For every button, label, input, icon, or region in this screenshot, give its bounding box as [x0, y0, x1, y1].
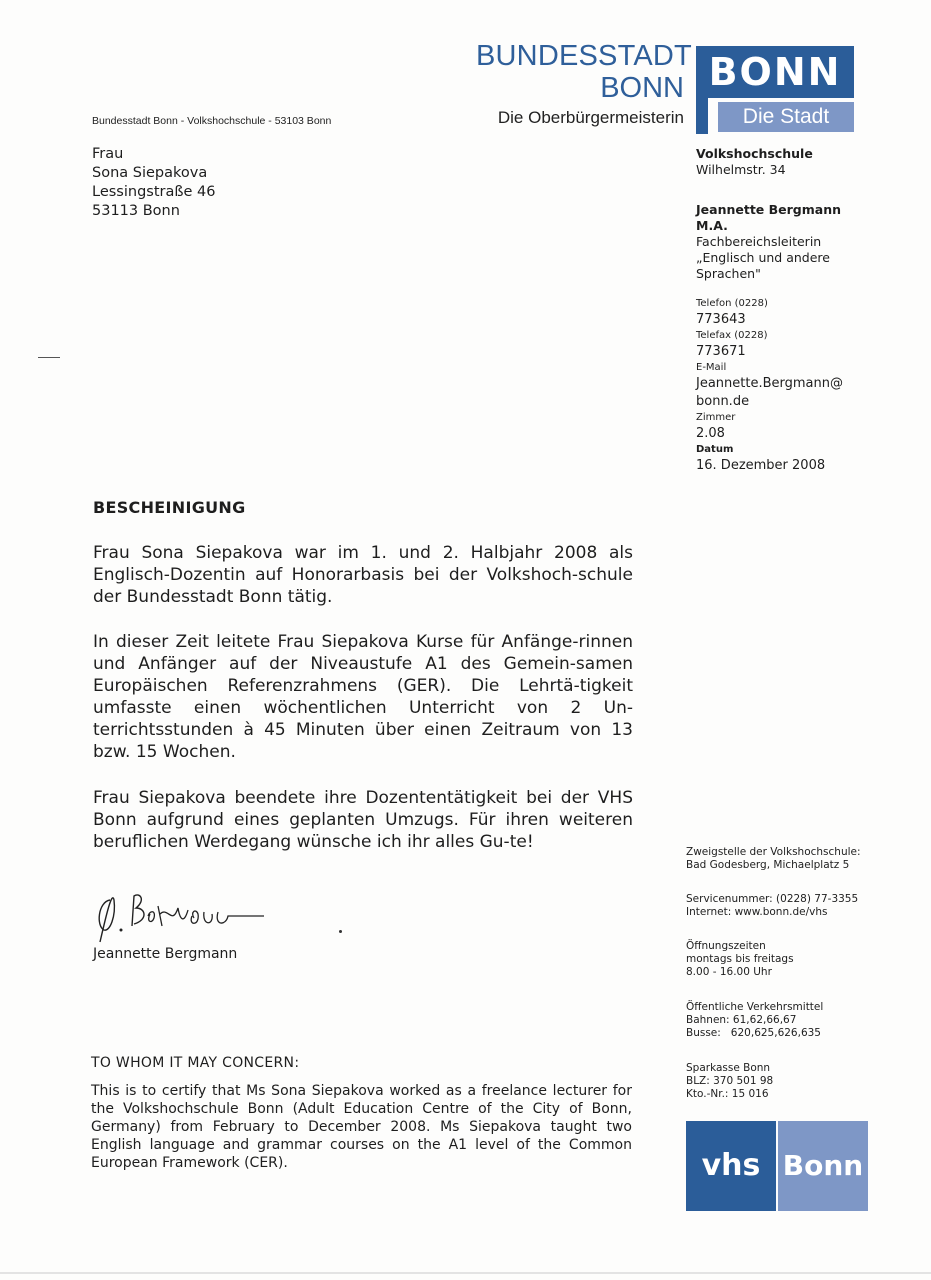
- transit-buses: Busse: 620,625,626,635: [686, 1027, 821, 1039]
- service-number: Servicenummer: (0228) 77-3355: [686, 893, 859, 905]
- vhs-logo-left: vhs: [686, 1121, 776, 1211]
- date-value: 16. Dezember 2008: [696, 458, 826, 473]
- bank-info: [686, 1062, 926, 1101]
- hours-time: 8.00 - 16.00 Uhr: [686, 966, 772, 978]
- transit-trains: Bahnen: 61,62,66,67: [686, 1014, 797, 1026]
- contact-dept-line1: „Englisch und andere: [696, 250, 830, 265]
- vhs-logo-right: Bonn: [778, 1121, 868, 1211]
- hours-days: montags bis freitags: [686, 953, 794, 965]
- phone-value: 773643: [696, 312, 746, 327]
- letterhead-city-line2: BONN: [600, 72, 684, 104]
- fold-mark: [38, 357, 60, 358]
- branch-line1: Zweigstelle der Volkshochschule:: [686, 846, 861, 858]
- bank-name: Sparkasse Bonn: [686, 1062, 771, 1074]
- recipient-address: [92, 145, 215, 221]
- service-info: [686, 893, 926, 919]
- english-text: This is to certify that Ms Sona Siepakova worked as a freelance lecturer for the Volkshochschule Bonn (Adult Education Centre of the City of Bonn, Germany) from February to December 2008. Ms Siepakova taught two English language and grammar courses on the A1 level of the Common European Framework (CER).: [91, 1083, 632, 1171]
- room-value: 2.08: [696, 426, 725, 441]
- opening-hours: [686, 940, 926, 979]
- body-paragraph-3: Frau Siepakova beendete ihre Dozententätigkeit bei der VHS Bonn aufgrund eines geplanten Umzugs. Für ihren weiteren beruflichen Werdegang wünsche ich ihr alles Gu-te!: [93, 788, 633, 852]
- room-label: Zimmer: [696, 412, 736, 423]
- letterhead-city-line1: BUNDESSTADT: [476, 40, 692, 72]
- email-label: E-Mail: [696, 362, 727, 373]
- contact-degree: M.A.: [696, 218, 728, 233]
- contact-dept-line2: Sprachen": [696, 266, 761, 281]
- bank-account: Kto.-Nr.: 15 016: [686, 1088, 769, 1100]
- contact-org-street: Wilhelmstr. 34: [696, 162, 786, 177]
- handwritten-signature: [88, 886, 288, 946]
- bank-blz: BLZ: 370 501 98: [686, 1075, 774, 1087]
- contact-org: Volkshochschule: [696, 146, 813, 161]
- branch-info: [686, 846, 926, 872]
- internet-line: Internet: www.bonn.de/vhs: [686, 906, 828, 918]
- letterhead-subtitle: Die Oberbürgermeisterin: [497, 108, 684, 127]
- contact-person-block: [696, 202, 926, 282]
- sender-return-line: Bundesstadt Bonn - Volkshochschule - 53103 Bonn: [92, 115, 332, 127]
- body-paragraph-1: Frau Sona Siepakova war im 1. und 2. Halbjahr 2008 als Englisch-Dozentin auf Honorarbasis bei der Volkshoch-schule der Bundesstadt Bonn tätig.: [93, 543, 633, 607]
- contact-details-block: [696, 297, 926, 475]
- email-value-line2: bonn.de: [696, 394, 750, 409]
- bonn-logo: [696, 46, 854, 134]
- recipient-name: Sona Siepakova: [92, 165, 208, 181]
- recipient-street: Lessingstraße 46: [92, 184, 216, 200]
- contact-role: Fachbereichsleiterin: [696, 234, 822, 249]
- bonn-logo-stem: [696, 98, 708, 134]
- document-title: BESCHEINIGUNG: [93, 498, 246, 517]
- transit-info: [686, 1001, 926, 1040]
- scan-edge-line: [0, 1272, 931, 1274]
- signature-name: Jeannette Bergmann: [93, 946, 238, 962]
- recipient-salutation: Frau: [92, 146, 124, 162]
- contact-org-block: [696, 146, 926, 178]
- date-label: Datum: [696, 444, 734, 455]
- speck: [339, 930, 342, 933]
- contact-person: Jeannette Bergmann: [696, 202, 841, 217]
- english-heading: TO WHOM IT MAY CONCERN:: [91, 1055, 300, 1071]
- transit-label: Öffentliche Verkehrsmittel: [686, 1001, 824, 1013]
- body-paragraph-2: In dieser Zeit leitete Frau Siepakova Kurse für Anfänge-rinnen und Anfänger auf der Niveaustufe A1 des Gemein-samen Europäischen Referenzrahmens (GER). Die Lehrtä-tigkeit umfasste einen wöchentlichen Unterricht von 2 Un-terrichtsstunden à 45 Minuten über einen Zeitraum von 13 bzw. 15 Wochen.: [93, 632, 633, 762]
- email-value-line1: Jeannette.Bergmann@: [696, 376, 843, 391]
- branch-line2: Bad Godesberg, Michaelplatz 5: [686, 859, 850, 871]
- recipient-city: 53113 Bonn: [92, 203, 180, 219]
- fax-value: 773671: [696, 344, 746, 359]
- vhs-bonn-logo: [686, 1121, 868, 1211]
- bonn-logo-tagline: Die Stadt: [718, 102, 854, 132]
- fax-label: Telefax (0228): [696, 330, 768, 341]
- bonn-logo-wordmark: BONN: [696, 46, 854, 98]
- phone-label: Telefon (0228): [696, 298, 768, 309]
- hours-label: Öffnungszeiten: [686, 940, 766, 952]
